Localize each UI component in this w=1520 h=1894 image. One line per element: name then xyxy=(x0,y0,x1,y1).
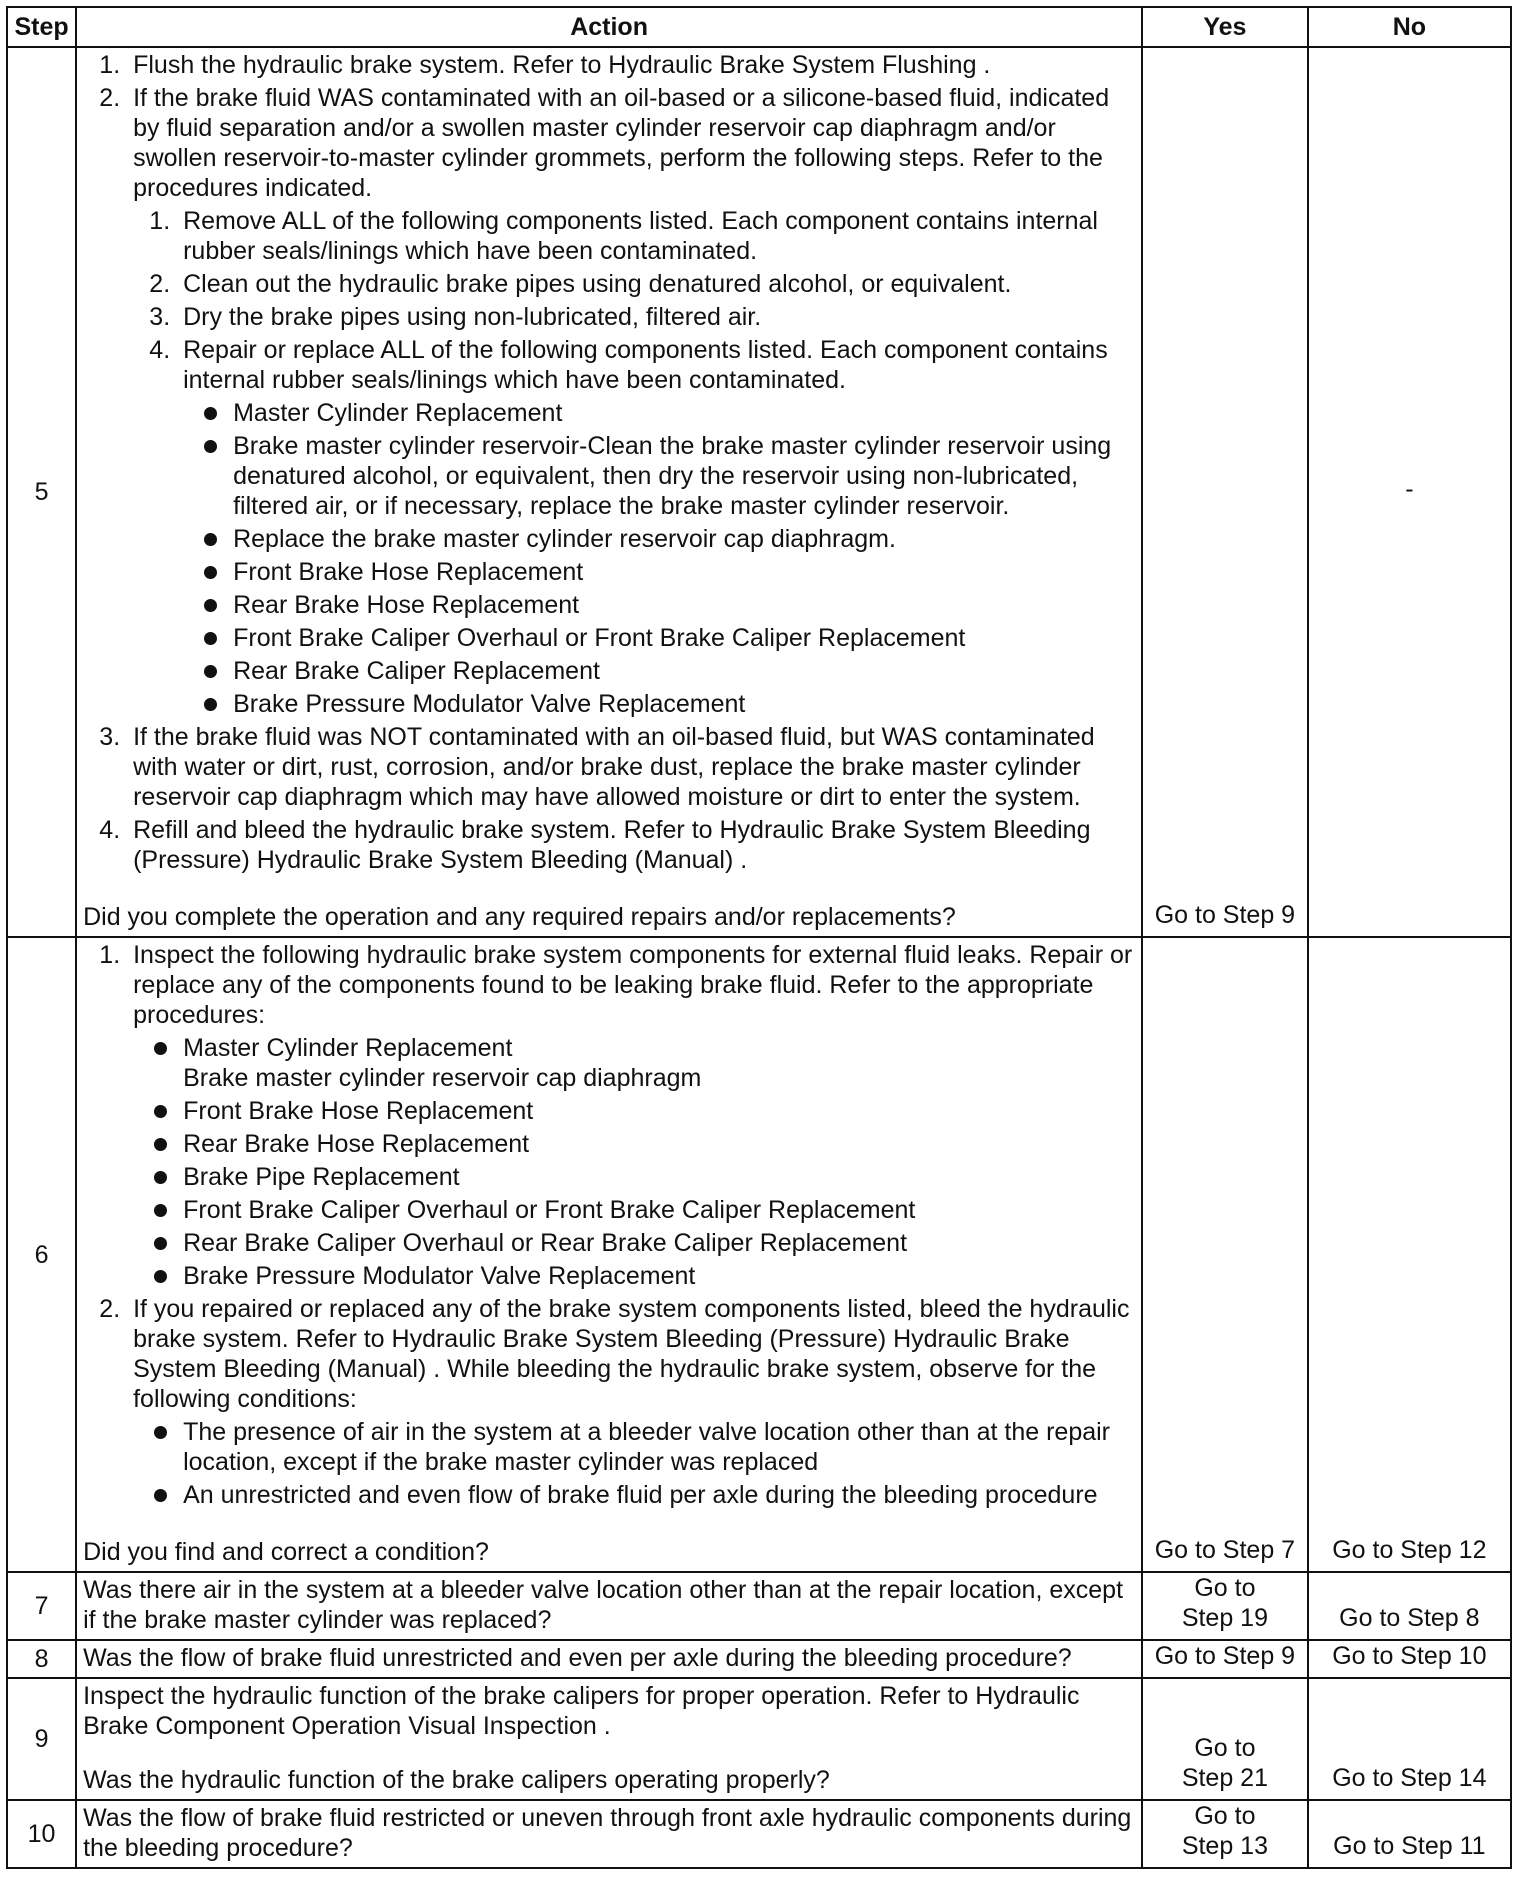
bullet-item: Rear Brake Caliper Replacement xyxy=(183,656,1137,686)
list-item xyxy=(127,83,1137,719)
yes-line-1: Go to xyxy=(1194,1574,1256,1602)
table-row-step-7 xyxy=(7,1572,1511,1640)
table-row-step-9 xyxy=(7,1678,1511,1800)
sub-steps-list xyxy=(133,206,1137,719)
bullet-item: The presence of air in the system at a bleeder valve location other than at the repair location, except if the brake master cylinder was replaced xyxy=(133,1417,1137,1477)
question-text: Did you complete the operation and any required repairs and/or replacements? xyxy=(83,903,956,931)
list-item xyxy=(127,1294,1137,1510)
yes-cell xyxy=(1142,1800,1308,1868)
no-cell: Go to Step 8 xyxy=(1308,1572,1511,1640)
sub-list-item: 2. Clean out the hydraulic brake pipes using denatured alcohol, or equivalent. xyxy=(177,269,1137,299)
list-item-text: If you repaired or replaced any of the brake system components listed, bleed the hydraulic brake system. Refer to Hydraulic Brake System Bleeding (Pressure) Hydraulic Brake System Bleeding (Manual) . While bleeding the hydraulic brake system, observe for the following conditions: xyxy=(133,1295,1130,1413)
yes-line-1: Go to xyxy=(1194,1734,1256,1762)
bullet-item: Rear Brake Hose Replacement xyxy=(133,1129,1137,1159)
action-cell: Was the flow of brake fluid unrestricted and even per axle during the bleeding procedure? xyxy=(76,1640,1142,1678)
bullet-item: Front Brake Caliper Overhaul or Front Brake Caliper Replacement xyxy=(133,1195,1137,1225)
yes-line-2: Step 19 xyxy=(1181,1604,1268,1632)
list-item xyxy=(127,940,1137,1291)
bullet-item: Brake Pressure Modulator Valve Replacement xyxy=(183,689,1137,719)
table-row-step-6 xyxy=(7,937,1511,1572)
step-number: 7 xyxy=(7,1572,76,1640)
action-cell xyxy=(76,937,1142,1572)
table-row-step-5 xyxy=(7,47,1511,937)
yes-cell xyxy=(1142,1572,1308,1640)
no-cell: Go to Step 11 xyxy=(1308,1800,1511,1868)
no-cell: - xyxy=(1308,47,1511,937)
table-row-step-10 xyxy=(7,1800,1511,1868)
step-number: 5 xyxy=(7,47,76,937)
header-no: No xyxy=(1308,7,1511,47)
no-cell: Go to Step 10 xyxy=(1308,1640,1511,1678)
yes-cell xyxy=(1142,1678,1308,1800)
yes-cell: Go to Step 9 xyxy=(1142,47,1308,937)
diagnostic-table xyxy=(6,6,1512,1869)
component-bullet-list xyxy=(133,1033,1137,1291)
list-item-text: Inspect the following hydraulic brake system components for external fluid leaks. Repair or replace any of the components found to be leaking brake fluid. Refer to the appropriate procedures: xyxy=(133,941,1133,1029)
bullet-item xyxy=(133,1033,1137,1093)
action-cell: Was there air in the system at a bleeder valve location other than at the repair location, except if the brake master cylinder was replaced? xyxy=(76,1572,1142,1640)
condition-bullet-list xyxy=(133,1417,1137,1510)
sub-list-item: 1. Remove ALL of the following components listed. Each component contains internal rubber seals/linings which have been contaminated. xyxy=(177,206,1137,266)
no-cell: Go to Step 12 xyxy=(1308,937,1511,1572)
question-text: Did you find and correct a condition? xyxy=(83,1538,489,1566)
table-row-step-8 xyxy=(7,1640,1511,1678)
yes-cell: Go to Step 7 xyxy=(1142,937,1308,1572)
list-item: 4. Refill and bleed the hydraulic brake system. Refer to Hydraulic Brake System Bleeding (Pressure) Hydraulic Brake System Bleeding (Manual) . xyxy=(127,815,1137,875)
bullet-item: Master Cylinder Replacement xyxy=(183,398,1137,428)
action-text: Inspect the hydraulic function of the brake calipers for proper operation. Refer to Hydraulic Brake Component Operation Visual Inspection . xyxy=(83,1682,1080,1740)
bullet-item: Brake Pipe Replacement xyxy=(133,1162,1137,1192)
bullet-item: Replace the brake master cylinder reservoir cap diaphragm. xyxy=(183,524,1137,554)
component-bullet-list xyxy=(183,398,1137,719)
action-cell xyxy=(76,47,1142,937)
bullet-item: Front Brake Hose Replacement xyxy=(133,1096,1137,1126)
no-cell: Go to Step 14 xyxy=(1308,1678,1511,1800)
bullet-item: Rear Brake Caliper Overhaul or Rear Brake Caliper Replacement xyxy=(133,1228,1137,1258)
bullet-item: Front Brake Caliper Overhaul or Front Brake Caliper Replacement xyxy=(183,623,1137,653)
bullet-item: An unrestricted and even flow of brake fluid per axle during the bleeding procedure xyxy=(133,1480,1137,1510)
list-item: 3. If the brake fluid was NOT contaminated with an oil-based fluid, but WAS contaminated with water or dirt, rust, corrosion, and/or brake dust, replace the brake master cylinder reservoir cap diaphragm which may have allowed moisture or dirt to enter the system. xyxy=(127,722,1137,812)
yes-line-2: Step 13 xyxy=(1181,1832,1268,1860)
list-item: 1. Flush the hydraulic brake system. Refer to Hydraulic Brake System Flushing . xyxy=(127,50,1137,80)
action-cell xyxy=(76,1678,1142,1800)
step-number: 8 xyxy=(7,1640,76,1678)
bullet-item: Brake master cylinder reservoir-Clean the brake master cylinder reservoir using denatured alcohol, or equivalent, then dry the reservoir using non-lubricated, filtered air, or if necessary, replace the brake master cylinder reservoir. xyxy=(183,431,1137,521)
header-row xyxy=(7,7,1511,47)
step-number: 6 xyxy=(7,937,76,1572)
header-action: Action xyxy=(76,7,1142,47)
bullet-item-text: Master Cylinder Replacement xyxy=(183,1034,513,1062)
header-yes: Yes xyxy=(1142,7,1308,47)
sub-list-item-text: Repair or replace ALL of the following components listed. Each component contains internal rubber seals/linings which have been contaminated. xyxy=(183,336,1108,394)
sub-list-item: 3. Dry the brake pipes using non-lubricated, filtered air. xyxy=(177,302,1137,332)
header-step: Step xyxy=(7,7,76,47)
bullet-item: Front Brake Hose Replacement xyxy=(183,557,1137,587)
yes-line-2: Step 21 xyxy=(1181,1764,1268,1792)
action-steps-list xyxy=(83,50,1137,875)
question-text: Was the hydraulic function of the brake calipers operating properly? xyxy=(83,1766,830,1794)
bullet-item: Rear Brake Hose Replacement xyxy=(183,590,1137,620)
list-item-text: If the brake fluid WAS contaminated with an oil-based or a silicone-based fluid, indicated by fluid separation and/or a swollen master cylinder reservoir cap diaphragm and/or swollen reservoir-to-master cylinder grommets, perform the following steps. Refer to the procedures indicated. xyxy=(133,84,1110,202)
sub-list-item xyxy=(177,335,1137,719)
step-number: 9 xyxy=(7,1678,76,1800)
step-number: 10 xyxy=(7,1800,76,1868)
action-cell: Was the flow of brake fluid restricted or uneven through front axle hydraulic components during the bleeding procedure? xyxy=(76,1800,1142,1868)
bullet-item-extra: Brake master cylinder reservoir cap diaphragm xyxy=(183,1064,702,1092)
action-steps-list xyxy=(83,940,1137,1510)
bullet-item: Brake Pressure Modulator Valve Replacement xyxy=(133,1261,1137,1291)
yes-cell: Go to Step 9 xyxy=(1142,1640,1308,1678)
yes-line-1: Go to xyxy=(1194,1802,1256,1830)
